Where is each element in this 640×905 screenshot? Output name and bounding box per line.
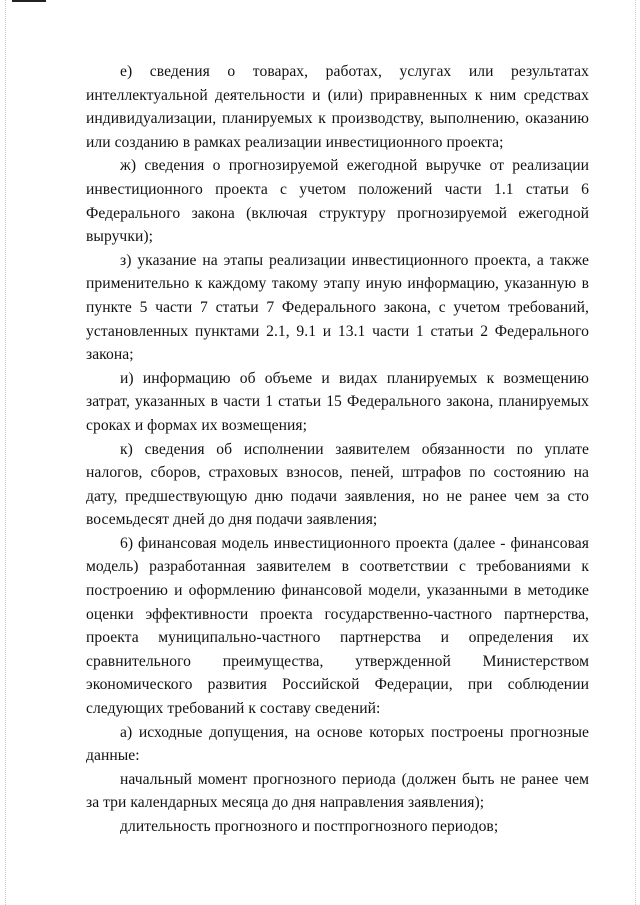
scan-top-mark [12,0,46,2]
paragraph-forecast-duration: длительность прогнозного и постпрогнозного периодов; [120,818,499,835]
paragraph-z-project-stages: з) указание на этапы реализации инвестиционного проекта, а также применительно к каждому такому этапу иную информацию, указанную в пункте 5 части 7 статьи 7 Федерального закона, с учетом требований, установленных пунктами 2.1, 9.1 и 13.1 части 1 статьи 2 Федерального закона; [86,251,589,364]
paragraph-6-financial-model: 6) финансовая модель инвестиционного проекта (далее - финансовая модель) разработанная заявителем в соответствии с требованиями к построению и оформлению финансовой модели, указанными в методике оценки эффективности проекта государственно-частного партнерства, проекта муниципально-частного партнерства и определения их сравнительного преимущества, утвержденной Министерством экономического развития Российской Федерации, при соблюдении следующих требований к составу сведений: [86,534,589,718]
paragraph-forecast-start: начальный момент прогнозного периода (должен быть не ранее чем за три календарных месяца до дня направления заявления); [86,770,589,812]
document-body [86,60,589,839]
page-edge-left [5,0,6,905]
paragraph-i-cost-reimbursement: и) информацию об объеме и видах планируемых к возмещению затрат, указанных в части 1 статьи 15 Федерального закона, планируемых сроках и формах их возмещения; [86,369,589,434]
paragraph-zh-projected-revenue: ж) сведения о прогнозируемой ежегодной выручке от реализации инвестиционного проекта с учетом положений части 1.1 статьи 6 Федерального закона (включая структуру прогнозируемой ежегодной выручки); [86,157,589,246]
paragraph-e-goods-and-services: е) сведения о товарах, работах, услугах или результатах интеллектуальной деятельности и (или) приравненных к ним средствах индивидуализации, планируемых к производству, выполнению, оказанию или созданию в рамках реализации инвестиционного проекта; [86,63,589,151]
page-edge-right [635,0,636,905]
paragraph-a-initial-assumptions: а) исходные допущения, на основе которых построены прогнозные данные: [86,723,589,765]
paragraph-k-tax-obligations: к) сведения об исполнении заявителем обязанности по уплате налогов, сборов, страховых взносов, пеней, штрафов по состоянию на дату, предшествующую дню подачи заявления, но не ранее чем за сто восемьдесят дней до дня подачи заявления; [86,440,589,529]
